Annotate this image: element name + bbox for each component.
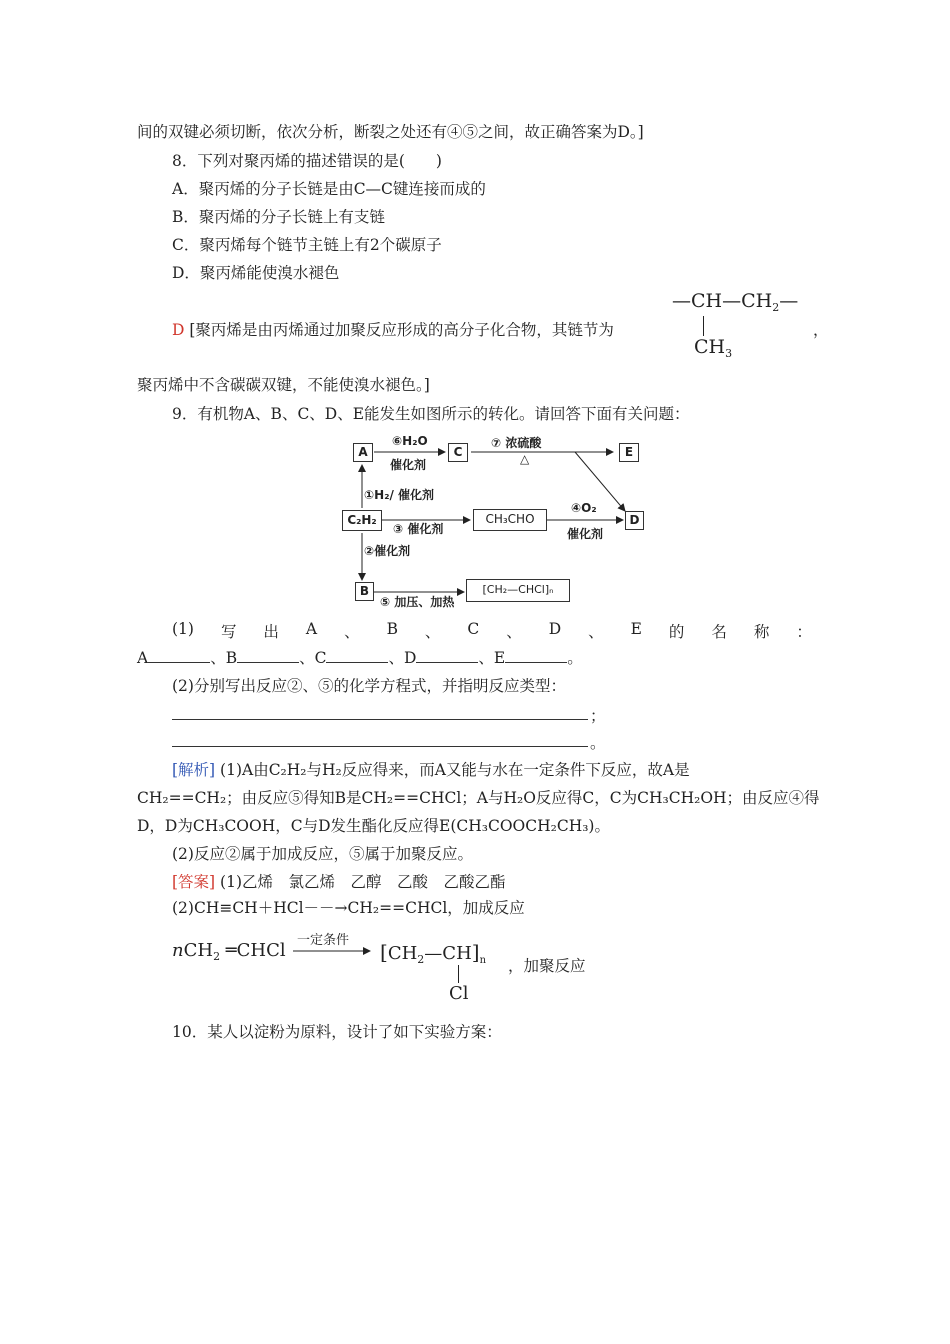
char: A	[305, 620, 318, 638]
char: D	[548, 620, 562, 638]
box-c: C	[448, 443, 468, 462]
option-d: D．聚丙烯能使溴水褪色	[172, 264, 340, 282]
option-b: B．聚丙烯的分子长链上有支链	[172, 208, 385, 226]
jiexi-tag: [解析]	[172, 761, 216, 779]
blank-a[interactable]	[148, 648, 210, 663]
daan-line-2: (2)CH≡CH＋HCl－－→CH₂==CHCl，加成反应	[172, 899, 525, 917]
box-polymer: [CH₂—CHCl]ₙ	[466, 579, 570, 602]
semicolon: ；	[590, 707, 606, 725]
chain-unit-bottom: $CH_3$	[694, 336, 733, 360]
answer-line-2[interactable]	[172, 746, 588, 747]
char: ：	[796, 623, 812, 641]
blank-label-e: 、E	[478, 649, 506, 667]
char: 称	[753, 623, 770, 641]
equation-condition: 一定条件	[297, 933, 350, 948]
char: 、	[344, 623, 360, 641]
option-c: C．聚丙烯每个链节主链上有2个碳原子	[172, 236, 442, 254]
char: (1)	[172, 620, 194, 638]
blank-b[interactable]	[237, 648, 299, 663]
label-r1: ①H₂/ 催化剂	[364, 488, 435, 502]
box-e: E	[619, 443, 639, 462]
char: 、	[588, 623, 604, 641]
box-a: A	[353, 443, 373, 462]
question-9-2: (2)分别写出反应②、⑤的化学方程式，并指明反应类型：	[172, 677, 566, 695]
char: C	[467, 620, 480, 638]
text-line: 间的双键必须切断，依次分析，断裂之处还有④⑤之间，故正确答案为D。]	[137, 123, 644, 141]
char: 写	[220, 623, 237, 641]
label-r7-top: ⑦ 浓硫酸	[491, 436, 542, 450]
question-10: 10．某人以淀粉为原料，设计了如下实验方案：	[172, 1023, 502, 1041]
question-8: 8．下列对聚丙烯的描述错误的是( )	[172, 152, 442, 170]
char: 出	[263, 623, 279, 641]
char: 、	[424, 623, 441, 641]
question-9-1	[172, 620, 812, 642]
answer-explanation: [聚丙烯是由丙烯通过加聚反应形成的高分子化合物，其链节为	[189, 321, 614, 339]
label-r2: ②催化剂	[364, 544, 411, 558]
blank-c[interactable]	[326, 648, 388, 663]
daan-tag: [答案]	[172, 873, 216, 891]
blank-d[interactable]	[416, 648, 478, 663]
label-r5: ⑤ 加压、加热	[380, 595, 455, 609]
answer-line-1[interactable]	[172, 719, 588, 720]
equation-reactant: nCH$_2$ ═CHCl	[172, 940, 286, 963]
jiexi-line-1	[172, 760, 690, 780]
option-a: A．聚丙烯的分子长链是由C—C键连接而成的	[172, 180, 486, 198]
blank-e[interactable]	[505, 648, 567, 663]
jiexi-text-1: (1)A由C₂H₂与H₂反应得来，而A又能与水在一定条件下反应，故A是	[220, 761, 690, 779]
comma: ，	[813, 321, 829, 339]
daan-line-1	[172, 872, 506, 892]
label-r6-bottom: 催化剂	[390, 458, 427, 472]
equation-cl: Cl	[449, 983, 469, 1004]
blank-label-a: A	[137, 649, 149, 667]
char: E	[630, 620, 642, 638]
blank-label-d: 、D	[388, 649, 417, 667]
jiexi-line-3: D，D为CH₃COOH，C与D发生酯化反应得E(CH₃COOCH₂CH₃)。	[137, 817, 610, 835]
equation-type: ，加聚反应	[508, 957, 586, 975]
jiexi-line-4: (2)反应②属于加成反应，⑤属于加聚反应。	[172, 845, 473, 863]
char: 名	[711, 623, 727, 641]
daan-text-1: (1)乙烯 氯乙烯 乙醇 乙酸 乙酸乙酯	[220, 873, 506, 891]
answer-8	[172, 320, 614, 340]
box-ch3cho: CH₃CHO	[473, 509, 547, 531]
char: B	[386, 620, 398, 638]
text-line: 聚丙烯中不含碳碳双键，不能使溴水褪色。]	[137, 376, 430, 394]
label-r4-top: ④O₂	[571, 501, 597, 515]
label-r7-bottom: △	[520, 452, 530, 466]
char: 的	[668, 623, 685, 641]
equation-product: $[CH_2—CH]_n$	[380, 940, 487, 966]
label-r3: ③ 催化剂	[393, 522, 444, 536]
answer-blanks-line	[137, 648, 583, 668]
answer-letter: D	[172, 321, 185, 339]
chain-bond	[703, 316, 704, 336]
label-r4-bottom: 催化剂	[567, 527, 604, 541]
label-r6-top: ⑥H₂O	[392, 434, 428, 448]
equation-arrow	[293, 945, 373, 957]
question-9: 9．有机物A、B、C、D、E能发生如图所示的转化。请回答下面有关问题：	[172, 405, 690, 423]
product-bond	[458, 965, 459, 983]
period: 。	[590, 734, 606, 752]
blank-label-c: 、C	[299, 649, 327, 667]
jiexi-line-2: CH₂==CH₂；由反应⑤得知B是CH₂==CHCl；A与H₂O反应得C，C为CH₃CH₂OH；由反应④得	[137, 789, 820, 807]
blank-label-b: 、B	[210, 649, 238, 667]
box-c2h2: C₂H₂	[342, 510, 382, 531]
box-d: D	[625, 511, 644, 530]
box-b: B	[355, 582, 374, 601]
char: 、	[506, 623, 522, 641]
blank-end: 。	[567, 649, 583, 667]
chain-unit-top: $—CH—CH_2—$	[672, 290, 799, 314]
